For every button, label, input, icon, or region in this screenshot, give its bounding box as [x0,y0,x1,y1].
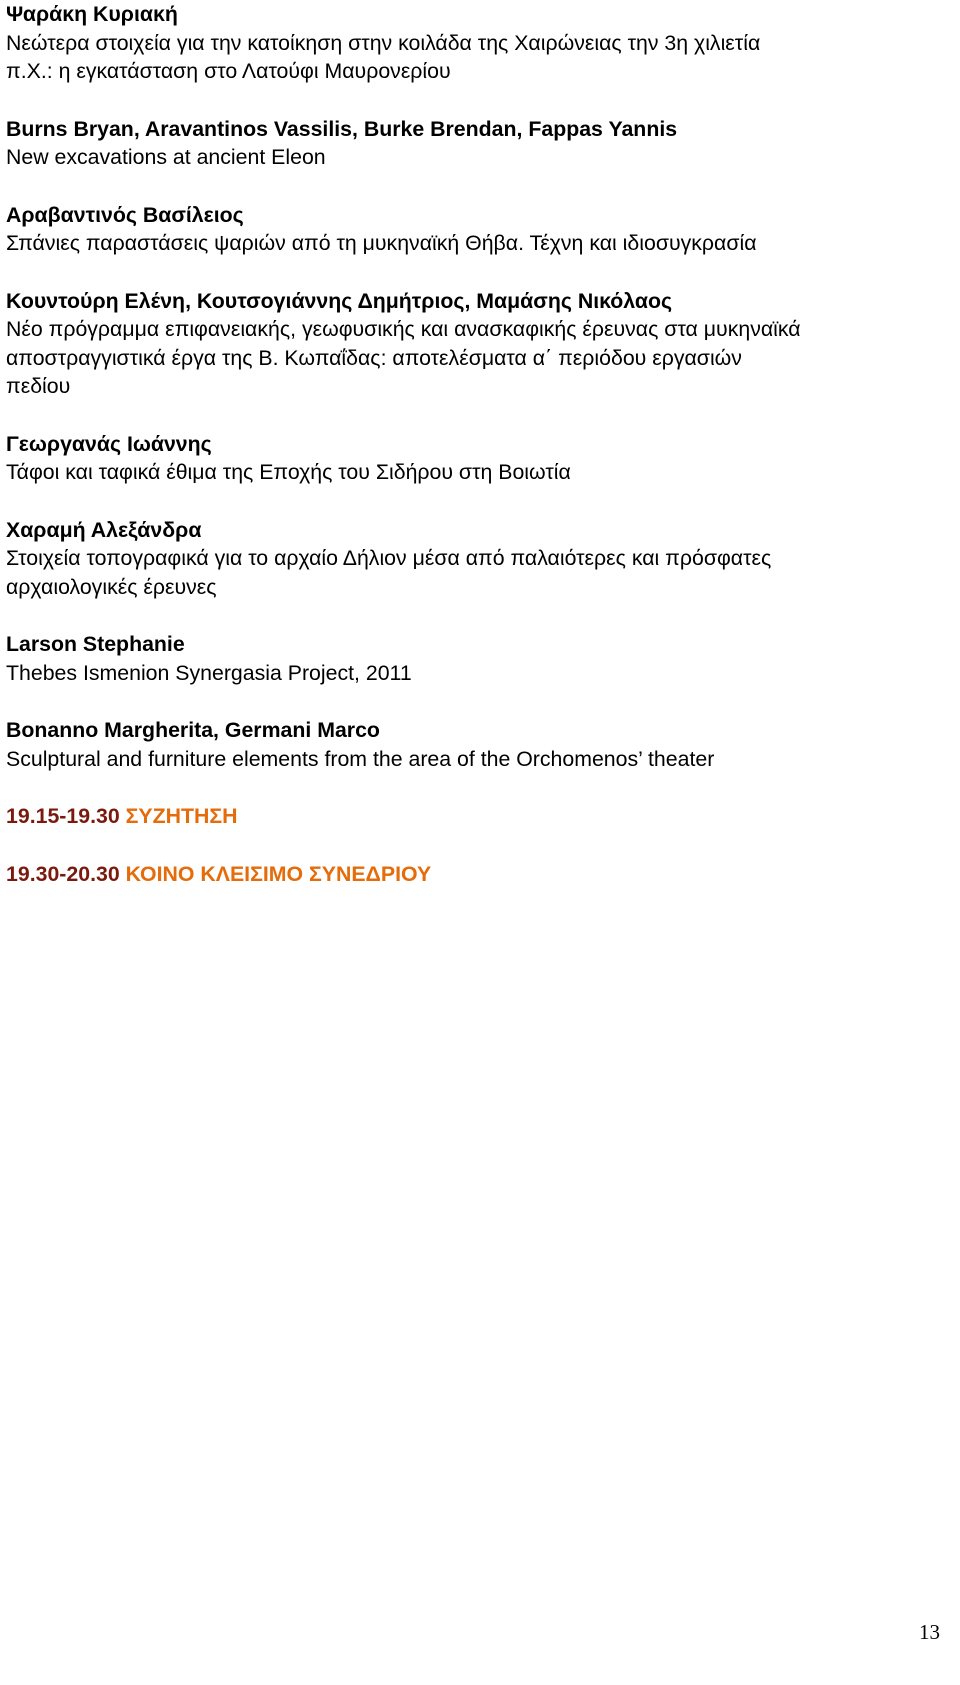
program-entry [6,115,954,172]
entry-title-line: Στοιχεία τοπογραφικά για το αρχαίο Δήλιον μέσα από παλαιότερες και πρόσφατες [6,546,772,570]
entry-title-line: Σπάνιες παραστάσεις ψαριών από τη μυκηναϊκή Θήβα. Τέχνη και ιδιοσυγκρασία [6,231,757,255]
session-label: ΚΟΙΝΟ ΚΛΕΙΣΙΜΟ ΣΥΝΕΔΡΙΟΥ [125,861,432,886]
session-closing [6,860,954,889]
entry-title-line: π.Χ.: η εγκατάσταση στο Λατούφι Μαυρονερίου [6,59,451,83]
entry-spacer [6,831,954,860]
session-time: 19.30-20.30 [6,861,120,886]
entry-spacer [6,401,954,430]
session-time: 19.15-19.30 [6,804,120,828]
program-entry [6,716,954,773]
page-number: 13 [919,1620,940,1644]
program-entry [6,430,954,487]
program-entry [6,201,954,258]
entry-author: Αραβαντινός Βασίλειος [6,202,244,227]
entry-title-line: Sculptural and furniture elements from the area of the Orchomenos’ theater [6,746,715,771]
entry-spacer [6,687,954,716]
entry-title-line: New excavations at ancient Eleon [6,145,326,169]
entry-author: Χαραμή Αλεξάνδρα [6,517,202,542]
entry-title-line: πεδίου [6,374,71,398]
program-entry [6,0,954,86]
entry-title-line: Νέο πρόγραμμα επιφανειακής, γεωφυσικής και ανασκαφικής έρευνας στα μυκηναϊκά [6,317,801,341]
entry-spacer [6,86,954,115]
entry-author: Ψαράκη Κυριακή [6,2,178,26]
entry-author: Κουντούρη Ελένη, Κουτσογιάννης Δημήτριος, Μαμάσης Νικόλαος [6,288,673,313]
entry-author: Γεωργανάς Ιωάννης [6,431,212,456]
entry-spacer [6,172,954,201]
entry-title-line: Thebes Ismenion Synergasia Project, 2011 [6,660,412,685]
entry-title-line: Τάφοι και ταφικά έθιμα της Εποχής του Σιδήρου στη Βοιωτία [6,460,571,484]
session-label: ΣΥΖΗΤΗΣΗ [125,804,238,828]
entry-author: Burns Bryan, Aravantinos Vassilis, Burke Brendan, Fappas Yannis [6,116,678,141]
entry-spacer [6,258,954,287]
program-entry [6,287,954,401]
program-entry [6,516,954,602]
entry-author: Bonanno Margherita, Germani Marco [6,718,380,742]
entry-title-line: αποστραγγιστικά έργα της Β. Κωπαΐδας: αποτελέσματα α΄ περιόδου εργασιών [6,345,742,370]
entry-spacer [6,773,954,802]
entry-title-line: Νεώτερα στοιχεία για την κατοίκηση στην κοιλάδα της Χαιρώνειας την 3η χιλιετία [6,30,761,55]
session-discussion [6,802,954,831]
entry-spacer [6,487,954,516]
entry-title-line: αρχαιολογικές έρευνες [6,574,217,599]
entry-spacer [6,601,954,630]
program-listing [6,0,954,888]
entry-author: Larson Stephanie [6,632,185,656]
program-entry [6,630,954,687]
